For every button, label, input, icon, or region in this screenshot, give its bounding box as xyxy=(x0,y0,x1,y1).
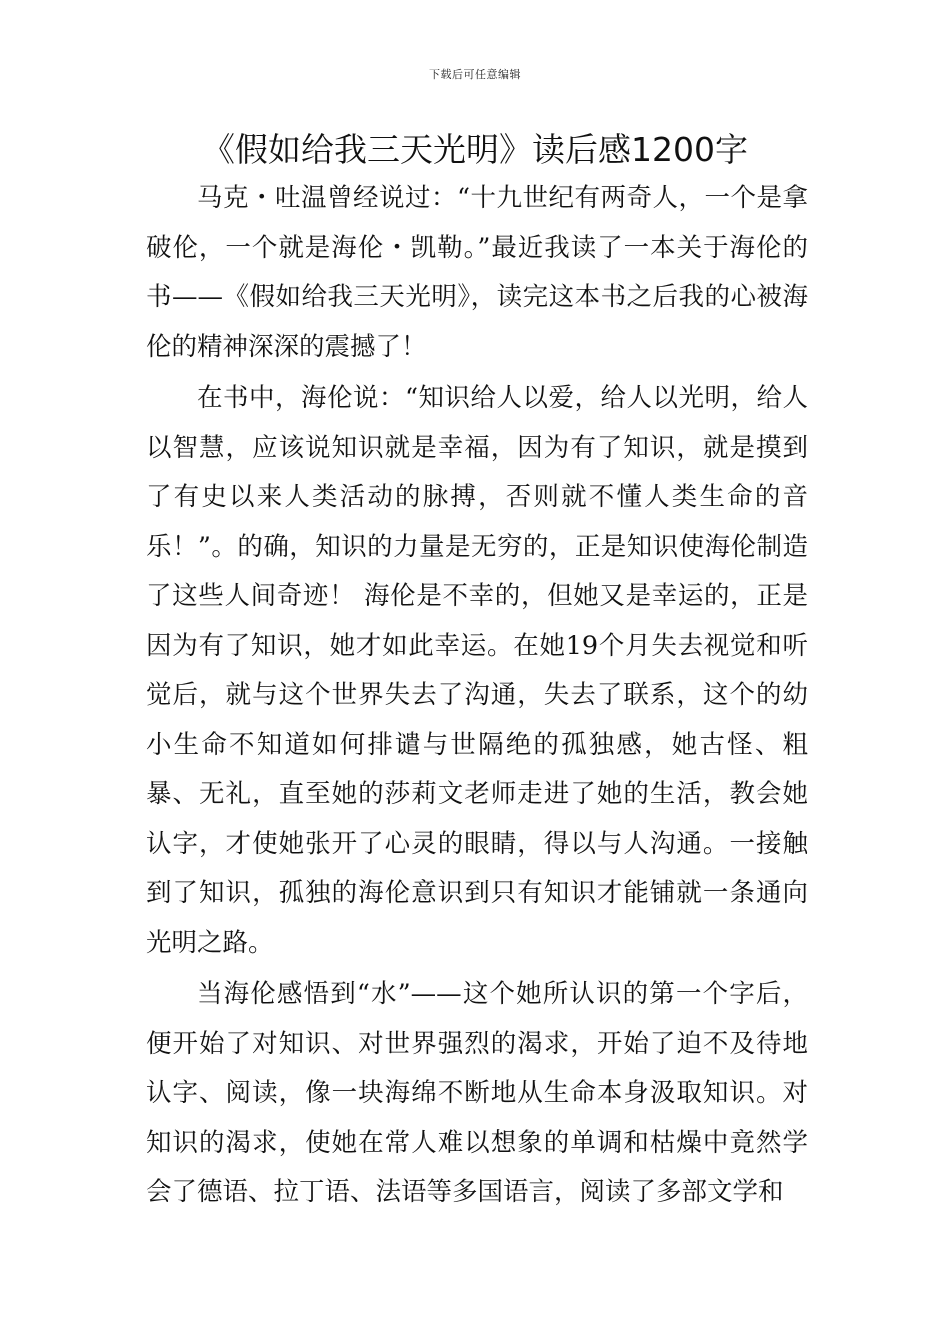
paragraph-2: 在书中，海伦说：“知识给人以爱，给人以光明，给人以智慧，应该说知识就是幸福，因为有了知识，就是摸到了有史以来人类活动的脉搏，否则就不懂人类生命的音乐！”。的确，知识的力量是无穷的，正是知识使海伦制造了这些人间奇迹！ 海伦是不幸的，但她又是幸运的，正是因为有了知识，她才如此幸运。在她19个月失去视觉和听觉后，就与这个世界失去了沟通，失去了联系，这个的幼小生命不知道如何排谴与世隔绝的孤独感，她古怪、粗暴、无礼，直至她的莎莉文老师走进了她的生活，教会她认字，才使她张开了心灵的眼睛，得以与人沟通。一接触到了知识，孤独的海伦意识到只有知识才能铺就一条通向光明之路。 xyxy=(146,383,808,958)
header-note: 下载后可任意编辑 xyxy=(429,68,521,81)
document-body xyxy=(146,174,808,1218)
document-title: 《假如给我三天光明》读后感1200字 xyxy=(202,130,748,169)
paragraph-1: 马克・吐温曾经说过：“十九世纪有两奇人，一个是拿破伦，一个就是海伦・凯勒。”最近我读了一本关于海伦的书——《假如给我三天光明》，读完这本书之后我的心被海伦的精神深深的震撼了！ xyxy=(146,183,808,362)
paragraph-3: 当海伦感悟到“水”——这个她所认识的第一个字后，便开始了对知识、对世界强烈的渴求，开始了迫不及待地认字、阅读，像一块海绵不断地从生命本身汲取知识。对知识的渴求，使她在常人难以想象的单调和枯燥中竟然学会了德语、拉丁语、法语等多国语言，阅读了多部文学和 xyxy=(146,979,808,1207)
